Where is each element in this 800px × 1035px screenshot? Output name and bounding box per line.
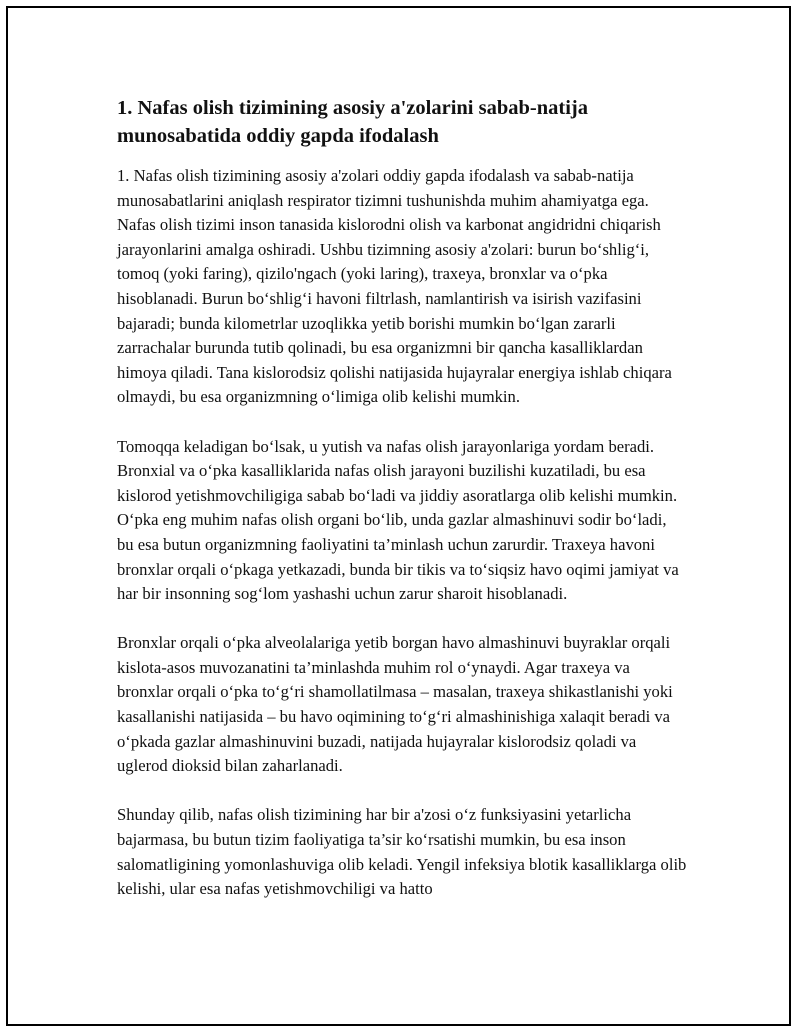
paragraph-1: 1. Nafas olish tizimining asosiy a'zolari oddiy gapda ifodalash va sabab-natija munosabatlarini aniqlash respirator tizimni tushunishda muhim ahamiyatga ega. Nafas olish tizimi inson tanasida kislorodni olish va karbonat angidridni chiqarish jarayonlarini amalga oshiradi. Ushbu tizimning asosiy a'zolari: burun bo‘shlig‘i, tomoq (yoki faring), qizilo'ngach (yoki laring), traxeya, bronxlar va o‘pka hisoblanadi. Burun bo‘shlig‘i havoni filtrlash, namlantirish va isirish vazifasini bajaradi; bunda kilometrlar uzoqlikka yetib borishi mumkin bo‘lgan zararli zarrachalar burunda tutib qolinadi, bu esa organizmni bir qancha kasalliklardan himoya qiladi. Tana kislorodsiz qolishi natijasida hujayralar energiya ishlab chiqara olmaydi, bu esa organizmning o‘limiga olib kelishi mumkin. bbox=[117, 166, 672, 407]
document-body bbox=[117, 94, 687, 926]
paragraph-2: Tomoqqa keladigan bo‘lsak, u yutish va nafas olish jarayonlariga yordam beradi. Bronxial va o‘pka kasalliklarida nafas olish jarayoni buzilishi kuzatiladi, bu esa kislorod yetishmovchiligiga sabab bo‘ladi va jiddiy asoratlarga olib kelishi mumkin. O‘pka eng muhim nafas olish organi bo‘lib, unda gazlar almashinuvi sodir bo‘ladi, bu esa butun organizmning faoliyatini ta’minlash uchun zarurdir. Traxeya havoni bronxlar orqali o‘pkaga yetkazadi, bunda bir tikis va to‘siqsiz havo oqimi jamiyat va har bir insonning sog‘lom yashashi uchun zarur sharoit hisoblanadi. bbox=[117, 436, 679, 604]
paragraph-3: Bronxlar orqali o‘pka alveolalariga yetib borgan havo almashinuvi buyraklar orqali kislota-asos muvozanatini ta’minlashda muhim rol o‘ynaydi. Agar traxeya va bronxlar orqali o‘pka to‘g‘ri shamollatilmasa – masalan, traxeya shikastlanishi yoki kasallanishi natijasida – bu havo oqimining to‘g‘ri almashinishiga xalaqit beradi va o‘pkada gazlar almashinuvini buzadi, natijada hujayralar kislorodsiz qoladi va uglerod dioksid bilan zaharlanadi. bbox=[117, 633, 673, 776]
paragraph-4: Shunday qilib, nafas olish tizimining har bir a'zosi o‘z funksiyasini yetarlicha bajarmasa, bu butun tizim faoliyatiga ta’sir ko‘rsatishi mumkin, bu esa inson salomatligining yomonlashuviga olib keladi. Yengil infeksiya blotik kasalliklarga olib kelishi, ular esa nafas yetishmovchiligi va hatto bbox=[117, 805, 687, 899]
document-title: 1. Nafas olish tizimining asosiy a'zolarini sabab-natija munosabatida oddiy gapda ifodalash bbox=[117, 97, 588, 147]
